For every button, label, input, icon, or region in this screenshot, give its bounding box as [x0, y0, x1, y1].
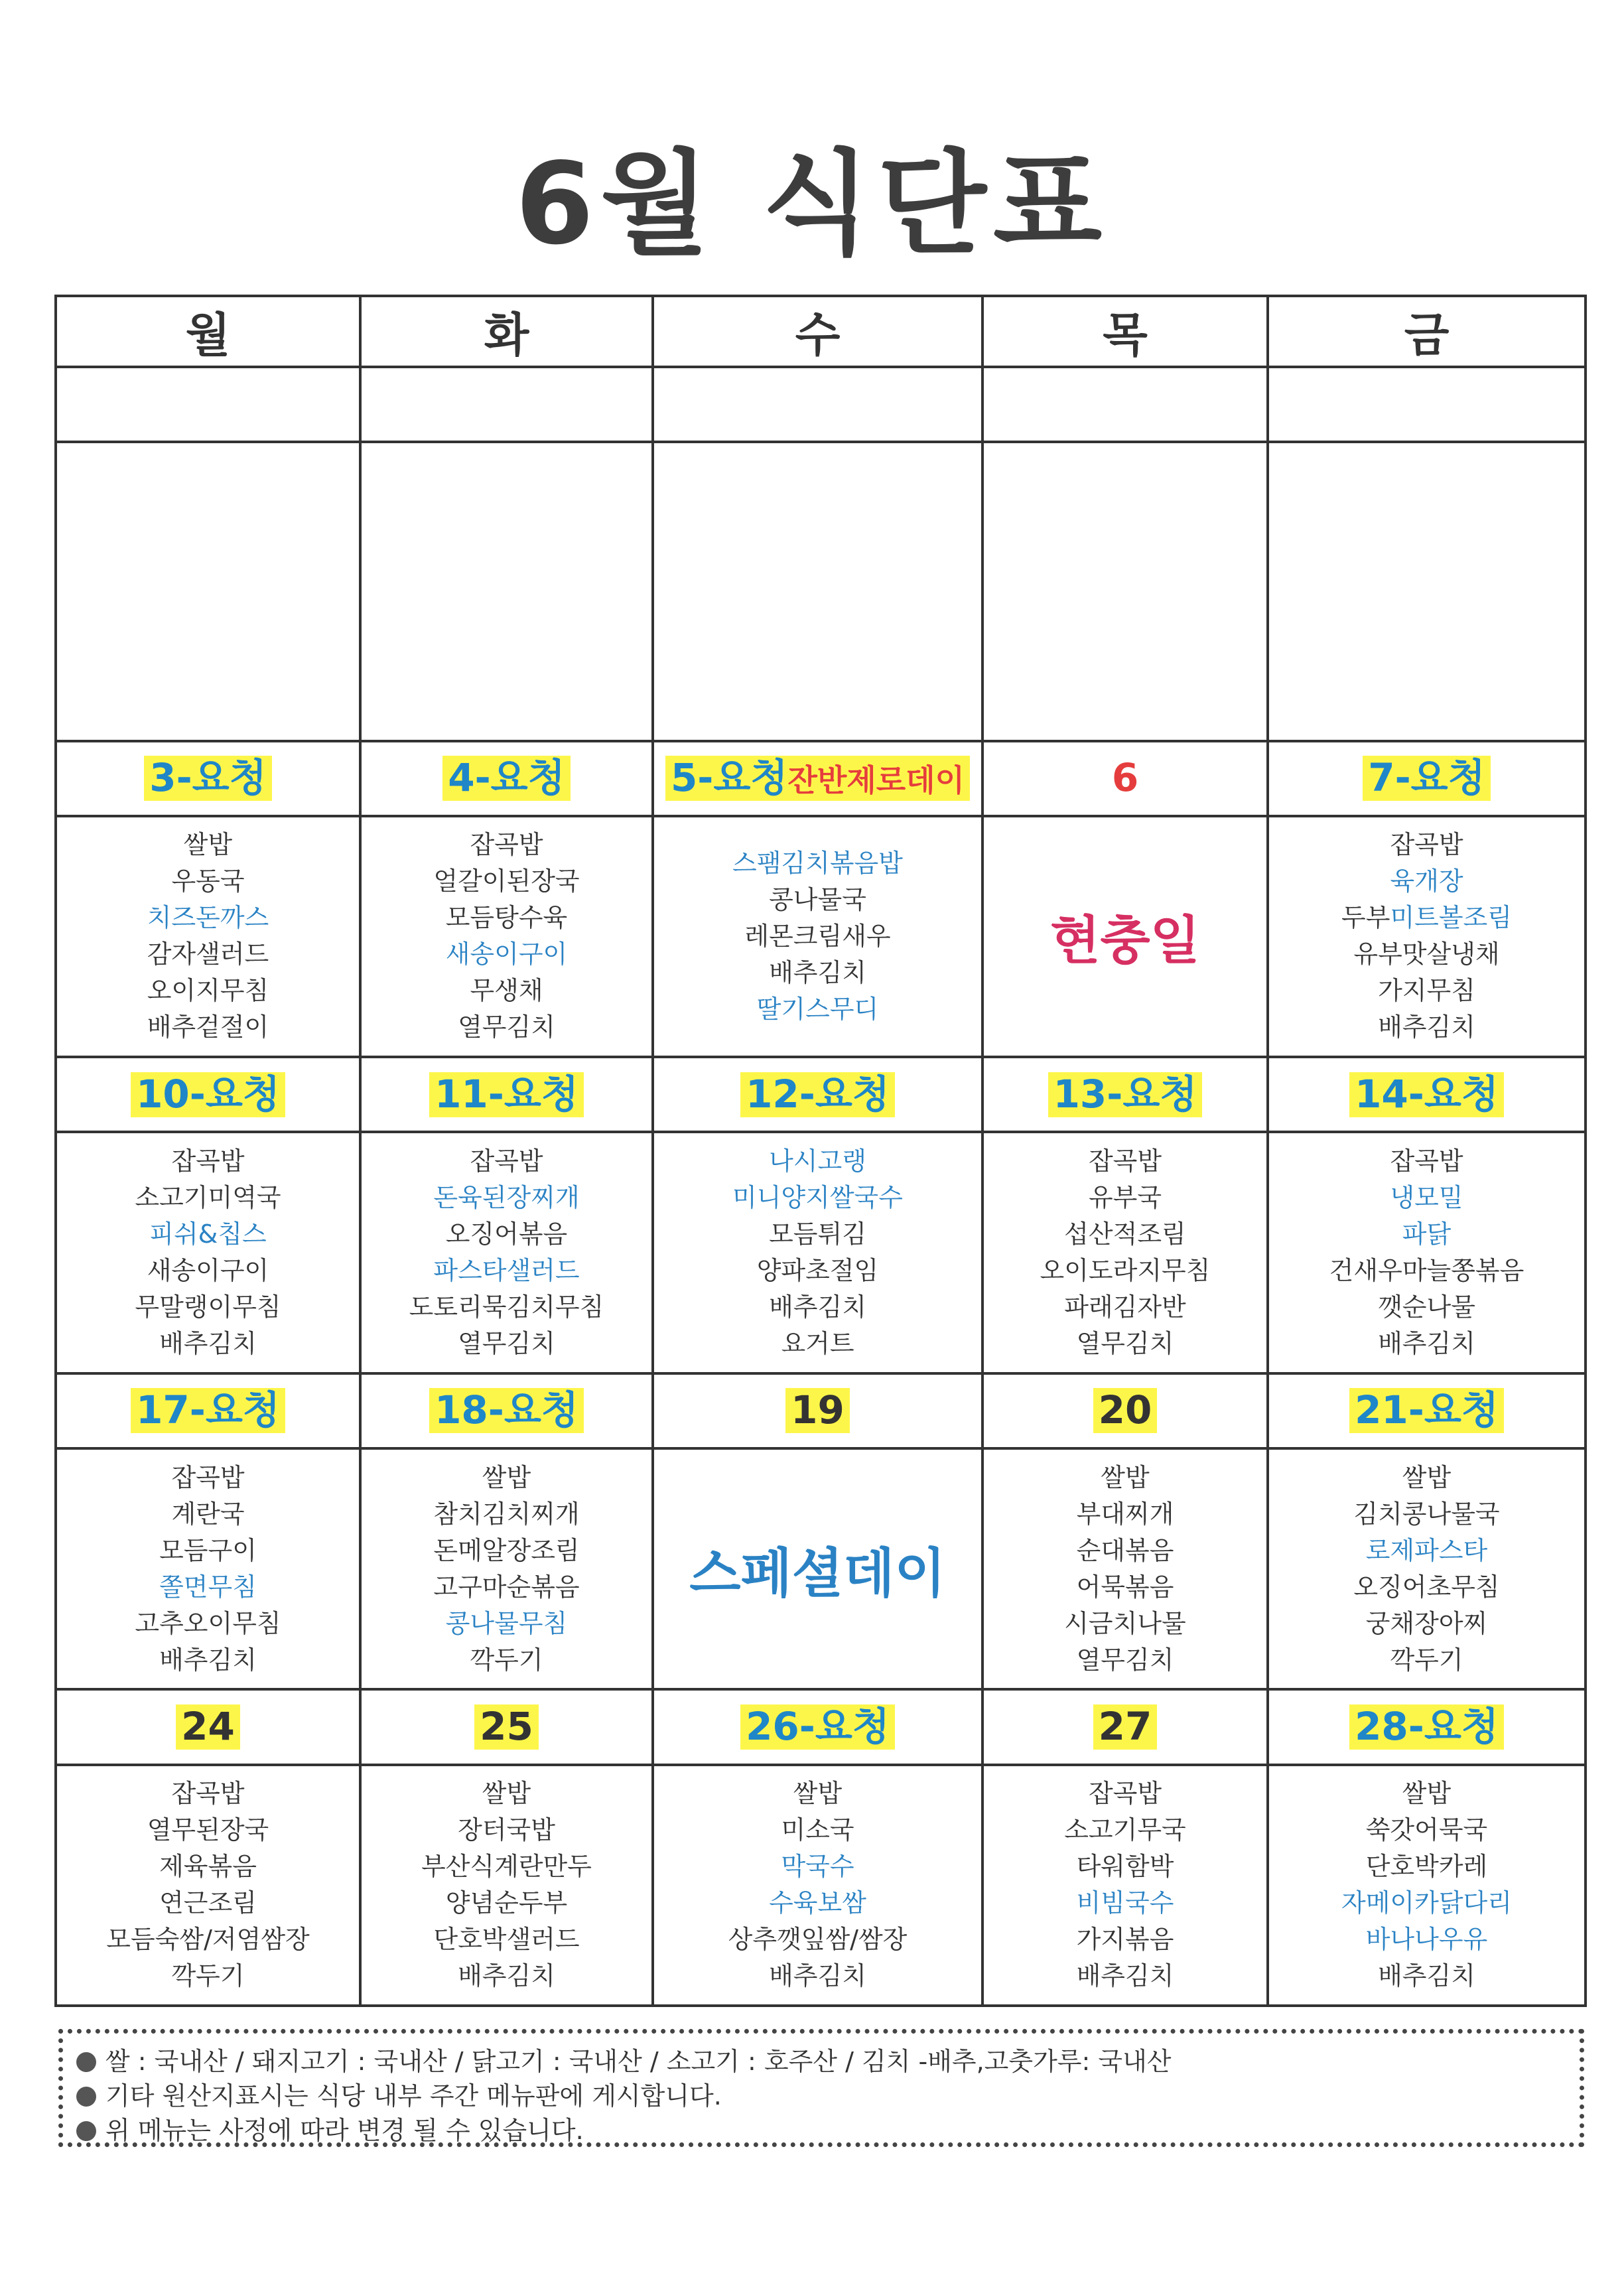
empty-week-date-row	[56, 367, 1586, 442]
meal-calendar	[54, 295, 1587, 2007]
bullet-icon	[76, 2052, 96, 2072]
menu-item: 파닭	[1402, 1219, 1452, 1249]
menu-item: 잡곡밥	[1088, 1146, 1162, 1176]
date-label	[176, 1704, 240, 1750]
menu-item: 열무김치	[458, 1329, 555, 1359]
menu-cell	[56, 1448, 360, 1689]
menu-item: 쌀밥	[1402, 1779, 1452, 1809]
menu-item: 상추깻잎쌈/쌈장	[728, 1925, 908, 1955]
menu-item: 배추겉절이	[147, 1012, 269, 1042]
menu-item: 배추김치	[159, 1645, 257, 1675]
menu-cell	[982, 1132, 1268, 1373]
date-text: 4-요청	[448, 755, 565, 801]
menu-item: 양념순두부	[445, 1888, 568, 1918]
menu-item: 무말랭이무침	[135, 1292, 281, 1322]
date-cell	[56, 1057, 360, 1132]
date-cell	[653, 1373, 982, 1448]
menu-item: 파스타샐러드	[433, 1256, 580, 1286]
date-label	[1349, 1388, 1504, 1433]
date-label	[144, 756, 272, 801]
menu-item: 비빔국수	[1076, 1888, 1174, 1918]
menu-cell	[982, 816, 1268, 1057]
date-text: 18-요청	[435, 1387, 578, 1433]
empty-cell	[653, 442, 982, 740]
menu-item: 유부국	[1088, 1183, 1162, 1213]
menu-item: 수육보쌈	[769, 1888, 866, 1918]
date-cell	[653, 741, 982, 816]
date-label	[785, 1388, 850, 1433]
date-cell	[360, 1689, 653, 1764]
menu-item: 양파초절임	[756, 1256, 879, 1286]
menu-item: 열무김치	[1076, 1645, 1174, 1675]
date-text: 7-요청	[1368, 755, 1485, 801]
date-text: 17-요청	[136, 1387, 280, 1433]
menu-cell	[360, 1765, 653, 2006]
menu-item: 쌀밥	[482, 1779, 531, 1809]
menu-item: 열무김치	[1076, 1329, 1174, 1359]
date-label	[1048, 1072, 1203, 1117]
menu-item: 단호박카레	[1365, 1852, 1488, 1882]
date-row	[56, 741, 1586, 816]
date-text: 28-요청	[1355, 1704, 1499, 1750]
menu-item: 고구마순볶음	[433, 1572, 580, 1602]
menu-item: 깻순나물	[1378, 1292, 1475, 1322]
menu-item: 잡곡밥	[470, 830, 543, 860]
menu-item: 새송이구이	[445, 939, 568, 969]
menu-item: 무생채	[470, 976, 543, 1006]
menu-item: 막국수	[781, 1852, 854, 1882]
menu-item: 가지볶음	[1076, 1925, 1174, 1955]
menu-item: 오이지무침	[147, 976, 269, 1006]
menu-cell	[653, 1448, 982, 1689]
menu-cell	[1268, 1765, 1586, 2006]
menu-item: 배추김치	[1378, 1961, 1475, 1991]
date-row	[56, 1373, 1586, 1448]
note-text: 쌀 : 국내산 / 돼지고기 : 국내산 / 닭고기 : 국내산 / 소고기 : 호주산 / 김치 -배추,고춧가루: 국내산	[105, 2047, 1172, 2076]
menu-row	[56, 1132, 1586, 1373]
date-row	[56, 1689, 1586, 1764]
menu-item: 섭산적조림	[1064, 1219, 1186, 1249]
menu-item: 잡곡밥	[171, 1146, 245, 1176]
menu-item: 가지무침	[1378, 976, 1475, 1006]
calendar-body	[56, 367, 1586, 2006]
menu-cell	[653, 816, 982, 1057]
bullet-icon	[76, 2121, 96, 2141]
menu-item: 바나나우유	[1365, 1925, 1488, 1955]
date-label	[740, 1072, 895, 1117]
empty-cell	[982, 442, 1268, 740]
menu-cell	[1268, 1448, 1586, 1689]
menu-item: 타워함박	[1076, 1852, 1174, 1882]
menu-item: 모듬숙쌈/저염쌈장	[106, 1925, 310, 1955]
date-text: 24	[181, 1704, 235, 1750]
menu-item: 파래김자반	[1064, 1292, 1186, 1322]
menu-cell	[1268, 1132, 1586, 1373]
menu-item: 육개장	[1390, 867, 1463, 896]
date-text: 27	[1098, 1704, 1152, 1750]
menu-item: 계란국	[171, 1499, 245, 1529]
date-cell	[982, 1057, 1268, 1132]
menu-item: 쌀밥	[1101, 1462, 1150, 1492]
menu-item: 연근조림	[159, 1888, 257, 1918]
menu-cell	[1268, 816, 1586, 1057]
date-label	[429, 1072, 584, 1117]
menu-item: 로제파스타	[1365, 1535, 1488, 1565]
date-row	[56, 1057, 1586, 1132]
date-cell	[982, 1373, 1268, 1448]
special-day-label: 스페셜데이	[689, 1543, 946, 1605]
menu-item: 우동국	[171, 867, 245, 896]
menu-cell	[56, 1765, 360, 2006]
menu-item: 쌀밥	[482, 1462, 531, 1492]
date-label	[474, 1704, 539, 1750]
menu-item: 유부맛살냉채	[1353, 939, 1500, 969]
menu-item: 쌀밥	[183, 830, 233, 860]
date-label	[665, 756, 970, 801]
menu-item: 잡곡밥	[1390, 830, 1463, 860]
date-cell	[1268, 741, 1586, 816]
note-line	[76, 2079, 1566, 2113]
menu-item: 모듬구이	[159, 1535, 257, 1565]
menu-item: 미소국	[781, 1815, 854, 1845]
menu-item: 배추김치	[769, 1961, 866, 1991]
date-cell	[653, 1057, 982, 1132]
menu-row	[56, 816, 1586, 1057]
date-label	[131, 1388, 285, 1433]
menu-item: 단호박샐러드	[433, 1925, 580, 1955]
empty-cell	[360, 442, 653, 740]
menu-cell	[982, 1765, 1268, 2006]
date-text: 5-요청	[670, 755, 788, 801]
empty-cell	[1268, 442, 1586, 740]
menu-cell	[56, 1132, 360, 1373]
menu-item: 콩나물무침	[445, 1608, 568, 1638]
menu-item: 잡곡밥	[1390, 1146, 1463, 1176]
date-cell	[56, 741, 360, 816]
menu-cell	[360, 816, 653, 1057]
holiday-label: 현충일	[1049, 911, 1201, 971]
date-text: 14-요청	[1355, 1071, 1499, 1117]
menu-row	[56, 1448, 1586, 1689]
menu-item: 부산식계란만두	[421, 1852, 592, 1882]
menu-item: 어묵볶음	[1076, 1572, 1174, 1602]
menu-item: 두부미트볼조림	[1341, 903, 1512, 933]
menu-item: 장터국밥	[458, 1815, 555, 1845]
menu-item: 새송이구이	[147, 1256, 269, 1286]
menu-item: 콩나물국	[769, 884, 866, 914]
menu-item: 열무김치	[458, 1012, 555, 1042]
date-label	[1349, 1704, 1504, 1750]
menu-item: 깍두기	[1390, 1645, 1463, 1675]
menu-item: 딸기스무디	[756, 994, 879, 1024]
page-title: 6월 식단표	[515, 139, 1109, 270]
date-text: 3-요청	[149, 755, 267, 801]
zero-waste-day-label: 잔반제로데이	[787, 762, 965, 799]
date-label	[1363, 756, 1491, 801]
date-text: 20	[1098, 1387, 1152, 1433]
menu-item: 감자샐러드	[147, 939, 269, 969]
date-cell	[1268, 1373, 1586, 1448]
date-text: 13-요청	[1053, 1071, 1197, 1117]
menu-item: 나시고랭	[769, 1146, 866, 1176]
note-line	[76, 2113, 1566, 2148]
day-header-tue: 화	[360, 296, 653, 367]
menu-item: 부대찌개	[1076, 1499, 1174, 1529]
menu-cell	[653, 1765, 982, 2006]
date-cell	[56, 1689, 360, 1764]
menu-item: 오징어볶음	[445, 1219, 568, 1249]
day-header-mon: 월	[56, 296, 360, 367]
date-label	[740, 1704, 895, 1750]
menu-item: 돈메알장조림	[433, 1535, 580, 1565]
date-text: 26-요청	[746, 1704, 890, 1750]
empty-cell	[56, 367, 360, 442]
menu-item: 건새우마늘쫑볶음	[1329, 1256, 1524, 1286]
menu-item: 김치콩나물국	[1353, 1499, 1500, 1529]
empty-cell	[982, 367, 1268, 442]
menu-item: 모듬튀김	[769, 1219, 866, 1249]
menu-item: 얼갈이된장국	[433, 867, 580, 896]
menu-item: 배추김치	[1378, 1329, 1475, 1359]
date-label	[1349, 1072, 1504, 1117]
menu-item: 쌀밥	[1402, 1462, 1452, 1492]
menu-item: 모듬탕수육	[445, 903, 568, 933]
menu-item: 미니양지쌀국수	[732, 1183, 903, 1213]
date-label	[442, 756, 571, 801]
date-cell	[1268, 1057, 1586, 1132]
empty-cell	[56, 442, 360, 740]
menu-item: 제육볶음	[159, 1852, 257, 1882]
date-text: 19	[791, 1387, 845, 1433]
menu-item: 배추김치	[458, 1961, 555, 1991]
empty-cell	[360, 367, 653, 442]
date-label	[131, 1072, 285, 1117]
date-cell	[360, 1057, 653, 1132]
menu-item: 요거트	[781, 1329, 854, 1359]
menu-item: 참치김치찌개	[433, 1499, 580, 1529]
menu-item: 쑥갓어묵국	[1365, 1815, 1488, 1845]
menu-item: 쌀밥	[793, 1779, 843, 1809]
date-cell	[360, 1373, 653, 1448]
day-header-wed: 수	[653, 296, 982, 367]
menu-item: 돈육된장찌개	[433, 1183, 580, 1213]
menu-item: 잡곡밥	[470, 1146, 543, 1176]
empty-cell	[1268, 367, 1586, 442]
menu-item: 쫄면무침	[159, 1572, 257, 1602]
menu-item: 배추김치	[769, 957, 866, 987]
menu-item: 깍두기	[470, 1645, 543, 1675]
menu-item: 잡곡밥	[1088, 1779, 1162, 1809]
bullet-icon	[76, 2087, 96, 2107]
menu-item: 고추오이무침	[135, 1608, 281, 1638]
date-label	[1093, 1704, 1158, 1750]
date-label	[1093, 1388, 1158, 1433]
date-cell	[653, 1689, 982, 1764]
menu-cell	[982, 1448, 1268, 1689]
date-text: 12-요청	[746, 1071, 890, 1117]
menu-item: 자메이카닭다리	[1341, 1888, 1512, 1918]
date-cell	[982, 741, 1268, 816]
menu-cell	[653, 1132, 982, 1373]
menu-item: 오징어초무침	[1353, 1572, 1500, 1602]
empty-week-menu-row	[56, 442, 1586, 740]
date-text: 21-요청	[1355, 1387, 1499, 1433]
date-text: 10-요청	[136, 1071, 280, 1117]
menu-item: 도토리묵김치무침	[409, 1292, 604, 1322]
date-cell	[982, 1689, 1268, 1764]
menu-item: 소고기미역국	[135, 1183, 281, 1213]
menu-item: 시금치나물	[1064, 1608, 1186, 1638]
menu-cell	[360, 1448, 653, 1689]
menu-item: 순대볶음	[1076, 1535, 1174, 1565]
date-text: 25	[480, 1704, 533, 1750]
date-label	[429, 1388, 584, 1433]
day-header-fri: 금	[1268, 296, 1586, 367]
menu-item: 치즈돈까스	[147, 903, 269, 933]
menu-cell	[360, 1132, 653, 1373]
date-label	[1107, 756, 1144, 801]
date-text: 6	[1111, 755, 1139, 801]
note-text: 기타 원산지표시는 식당 내부 주간 메뉴판에 게시합니다.	[105, 2081, 722, 2111]
note-line	[76, 2044, 1566, 2079]
menu-item: 배추김치	[769, 1292, 866, 1322]
note-text: 위 메뉴는 사정에 따라 변경 될 수 있습니다.	[105, 2116, 584, 2145]
menu-item: 궁채장아찌	[1365, 1608, 1488, 1638]
menu-cell	[56, 816, 360, 1057]
empty-cell	[653, 367, 982, 442]
menu-item: 오이도라지무침	[1040, 1256, 1211, 1286]
menu-item: 배추김치	[159, 1329, 257, 1359]
origin-notes-box	[58, 2029, 1584, 2147]
menu-item: 피쉬&칩스	[149, 1219, 267, 1249]
menu-item: 잡곡밥	[171, 1462, 245, 1492]
menu-item: 잡곡밥	[171, 1779, 245, 1809]
menu-item: 스팸김치볶음밥	[732, 848, 903, 878]
menu-item: 냉모밀	[1390, 1183, 1463, 1213]
menu-item: 깍두기	[171, 1961, 245, 1991]
menu-item: 레몬크림새우	[744, 921, 891, 951]
menu-item: 열무된장국	[147, 1815, 269, 1845]
menu-item: 배추김치	[1378, 1012, 1475, 1042]
day-header-thu: 목	[982, 296, 1268, 367]
date-cell	[1268, 1689, 1586, 1764]
menu-item: 배추김치	[1076, 1961, 1174, 1991]
date-text: 11-요청	[435, 1071, 578, 1117]
menu-row	[56, 1765, 1586, 2006]
date-cell	[56, 1373, 360, 1448]
menu-item: 소고기무국	[1064, 1815, 1186, 1845]
date-cell	[360, 741, 653, 816]
